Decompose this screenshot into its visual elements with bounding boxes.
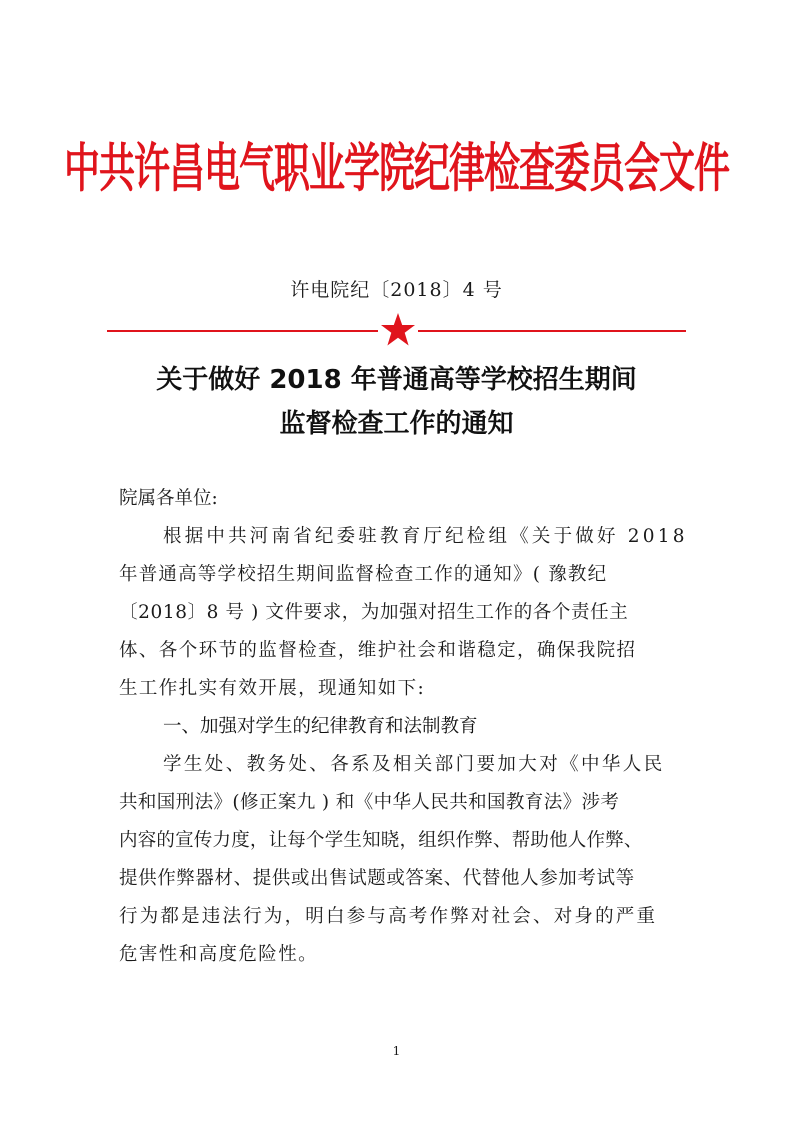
paragraph2-line-6: 危害性和高度危险性。 (119, 944, 319, 965)
page-number: 1 (392, 1044, 401, 1058)
red-rule-right (418, 330, 686, 332)
notice-title-line-2: 监督检查工作的通知 (279, 409, 514, 439)
star-icon (380, 312, 416, 348)
paragraph2-line-5: 行为都是违法行为，明白参与高考作弊对社会、对身的严重 (119, 906, 658, 927)
paragraph1-line-4: 体、各个环节的监督检查，维护社会和谐稳定，确保我院招 (119, 640, 637, 661)
paragraph1-line-3: 〔2018〕8 号 ) 文件要求，为加强对招生工作的各个责任主 (119, 602, 629, 623)
section1-heading: 一、加强对学生的纪律教育和法制教育 (163, 716, 478, 737)
paragraph1-line-2: 年普通高等学校招生期间监督检查工作的通知》( 豫教纪 (119, 564, 608, 585)
masthead-title: 中共许昌电气职业学院纪律检查委员会文件 (63, 139, 729, 200)
paragraph2-line-1: 学生处、教务处、各系及相关部门要加大对《中华人民 (163, 754, 665, 775)
document-number: 许电院纪〔2018〕4 号 (290, 279, 503, 301)
notice-title-line-1: 关于做好 2018 年普通高等学校招生期间 (156, 365, 637, 395)
paragraph2-line-2: 共和国刑法》(修正案九 ) 和《中华人民共和国教育法》涉考 (119, 792, 620, 813)
red-rule-left (107, 330, 378, 332)
paragraph2-line-3: 内容的宣传力度，让每个学生知晓，组织作弊、帮助他人作弊、 (119, 830, 643, 851)
paragraph2-line-4: 提供作弊器材、提供或出售试题或答案、代替他人参加考试等 (119, 868, 635, 889)
paragraph1-line-5: 生工作扎实有效开展，现通知如下: (119, 678, 426, 699)
paragraph1-line-1: 根据中共河南省纪委驻教育厅纪检组《关于做好 2018 (163, 526, 688, 547)
salutation: 院属各单位: (119, 488, 218, 509)
